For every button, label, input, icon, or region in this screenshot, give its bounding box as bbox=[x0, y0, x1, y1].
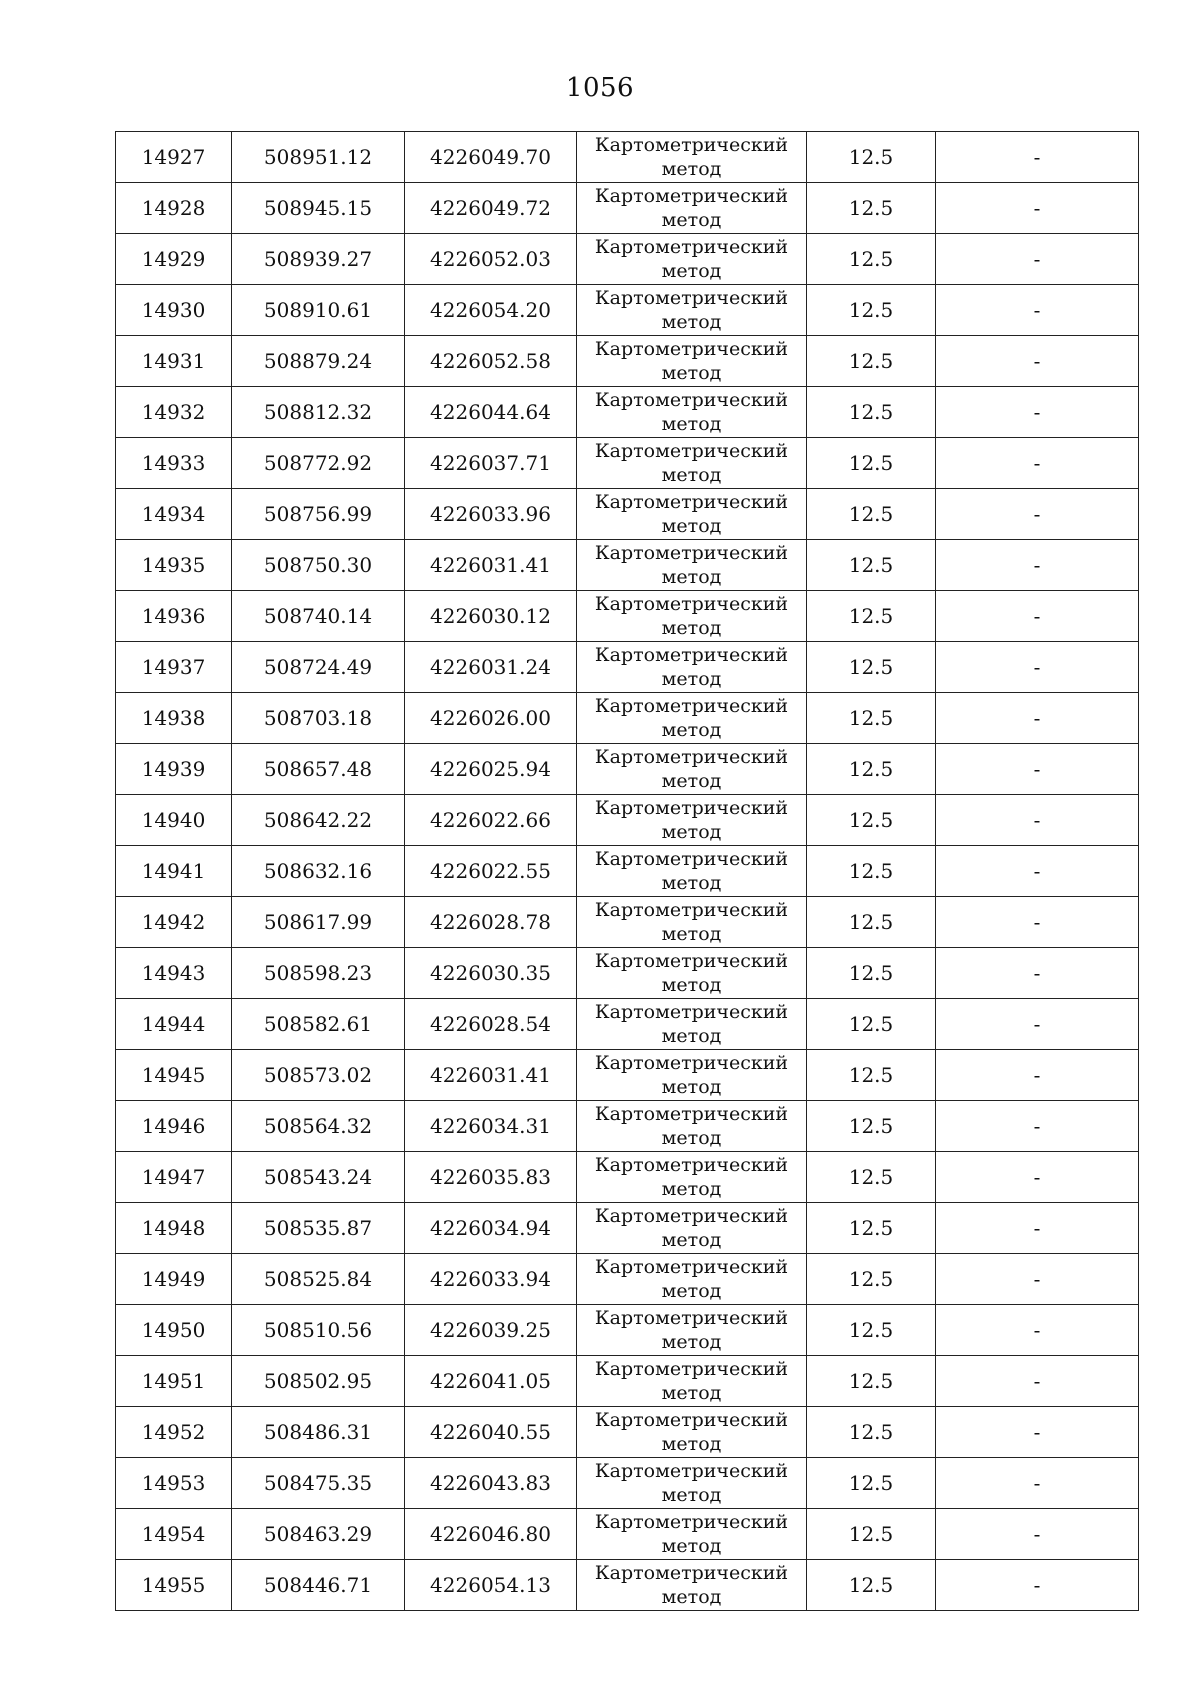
x-coordinate-cell: 508879.24 bbox=[232, 336, 405, 387]
page-number: 1056 bbox=[565, 73, 635, 103]
y-coordinate-cell: 4226033.94 bbox=[405, 1254, 577, 1305]
x-coordinate-cell: 508573.02 bbox=[232, 1050, 405, 1101]
accuracy-cell: 12.5 bbox=[807, 336, 936, 387]
method-text-line1: Картометрический bbox=[594, 1052, 789, 1074]
method-text-line1: Картометрический bbox=[594, 695, 789, 717]
method-text-line2: метод bbox=[661, 1229, 722, 1251]
method-text-line2: метод bbox=[661, 158, 722, 180]
x-coordinate-cell: 508543.24 bbox=[232, 1152, 405, 1203]
note-cell: - bbox=[936, 846, 1139, 897]
table-row bbox=[116, 1050, 1139, 1101]
note-cell: - bbox=[936, 1356, 1139, 1407]
accuracy-cell: 12.5 bbox=[807, 1509, 936, 1560]
method-text-line2: метод bbox=[661, 209, 722, 231]
y-coordinate-cell: 4226044.64 bbox=[405, 387, 577, 438]
method-text-line1: Картометрический bbox=[594, 440, 789, 462]
note-cell: - bbox=[936, 1560, 1139, 1611]
method-cell bbox=[577, 1560, 807, 1611]
table-body bbox=[116, 132, 1139, 1611]
method-text-line2: метод bbox=[661, 1178, 722, 1200]
note-cell: - bbox=[936, 132, 1139, 183]
x-coordinate-cell: 508582.61 bbox=[232, 999, 405, 1050]
y-coordinate-cell: 4226031.41 bbox=[405, 540, 577, 591]
x-coordinate-cell: 508703.18 bbox=[232, 693, 405, 744]
y-coordinate-cell: 4226025.94 bbox=[405, 744, 577, 795]
method-text-line2: метод bbox=[661, 1280, 722, 1302]
point-number-cell: 14944 bbox=[116, 999, 232, 1050]
table-row bbox=[116, 1254, 1139, 1305]
method-text-line1: Картометрический bbox=[594, 1511, 789, 1533]
table-row bbox=[116, 285, 1139, 336]
x-coordinate-cell: 508463.29 bbox=[232, 1509, 405, 1560]
method-cell bbox=[577, 234, 807, 285]
y-coordinate-cell: 4226031.41 bbox=[405, 1050, 577, 1101]
method-cell bbox=[577, 540, 807, 591]
table-row bbox=[116, 234, 1139, 285]
point-number-cell: 14952 bbox=[116, 1407, 232, 1458]
x-coordinate-cell: 508750.30 bbox=[232, 540, 405, 591]
method-cell bbox=[577, 1254, 807, 1305]
method-text-line1: Картометрический bbox=[594, 1307, 789, 1329]
point-number-cell: 14935 bbox=[116, 540, 232, 591]
point-number-cell: 14938 bbox=[116, 693, 232, 744]
note-cell: - bbox=[936, 1254, 1139, 1305]
method-text-line1: Картометрический bbox=[594, 593, 789, 615]
x-coordinate-cell: 508598.23 bbox=[232, 948, 405, 999]
method-cell bbox=[577, 1203, 807, 1254]
table-row bbox=[116, 693, 1139, 744]
method-cell bbox=[577, 591, 807, 642]
y-coordinate-cell: 4226043.83 bbox=[405, 1458, 577, 1509]
point-number-cell: 14945 bbox=[116, 1050, 232, 1101]
method-text-line1: Картометрический bbox=[594, 848, 789, 870]
accuracy-cell: 12.5 bbox=[807, 1560, 936, 1611]
accuracy-cell: 12.5 bbox=[807, 132, 936, 183]
x-coordinate-cell: 508724.49 bbox=[232, 642, 405, 693]
table-row bbox=[116, 1407, 1139, 1458]
method-text-line2: метод bbox=[661, 821, 722, 843]
method-text-line1: Картометрический bbox=[594, 1409, 789, 1431]
accuracy-cell: 12.5 bbox=[807, 540, 936, 591]
y-coordinate-cell: 4226054.20 bbox=[405, 285, 577, 336]
method-text-line1: Картометрический bbox=[594, 338, 789, 360]
y-coordinate-cell: 4226040.55 bbox=[405, 1407, 577, 1458]
method-text-line1: Картометрический bbox=[594, 287, 789, 309]
x-coordinate-cell: 508642.22 bbox=[232, 795, 405, 846]
point-number-cell: 14943 bbox=[116, 948, 232, 999]
note-cell: - bbox=[936, 693, 1139, 744]
table-row bbox=[116, 489, 1139, 540]
method-text-line1: Картометрический bbox=[594, 491, 789, 513]
accuracy-cell: 12.5 bbox=[807, 387, 936, 438]
method-text-line2: метод bbox=[661, 1127, 722, 1149]
table-row bbox=[116, 1152, 1139, 1203]
method-cell bbox=[577, 387, 807, 438]
point-number-cell: 14950 bbox=[116, 1305, 232, 1356]
method-text-line1: Картометрический bbox=[594, 236, 789, 258]
note-cell: - bbox=[936, 540, 1139, 591]
point-number-cell: 14929 bbox=[116, 234, 232, 285]
table-row bbox=[116, 1560, 1139, 1611]
note-cell: - bbox=[936, 336, 1139, 387]
accuracy-cell: 12.5 bbox=[807, 183, 936, 234]
accuracy-cell: 12.5 bbox=[807, 642, 936, 693]
x-coordinate-cell: 508525.84 bbox=[232, 1254, 405, 1305]
point-number-cell: 14942 bbox=[116, 897, 232, 948]
accuracy-cell: 12.5 bbox=[807, 285, 936, 336]
method-cell bbox=[577, 744, 807, 795]
method-text-line1: Картометрический bbox=[594, 1256, 789, 1278]
x-coordinate-cell: 508510.56 bbox=[232, 1305, 405, 1356]
table-row bbox=[116, 795, 1139, 846]
method-text-line1: Картометрический bbox=[594, 950, 789, 972]
method-cell bbox=[577, 642, 807, 693]
table-row bbox=[116, 540, 1139, 591]
note-cell: - bbox=[936, 642, 1139, 693]
accuracy-cell: 12.5 bbox=[807, 1050, 936, 1101]
method-text-line2: метод bbox=[661, 1382, 722, 1404]
note-cell: - bbox=[936, 1305, 1139, 1356]
method-cell bbox=[577, 1407, 807, 1458]
y-coordinate-cell: 4226052.03 bbox=[405, 234, 577, 285]
accuracy-cell: 12.5 bbox=[807, 1458, 936, 1509]
x-coordinate-cell: 508740.14 bbox=[232, 591, 405, 642]
method-text-line2: метод bbox=[661, 923, 722, 945]
table-row bbox=[116, 387, 1139, 438]
y-coordinate-cell: 4226026.00 bbox=[405, 693, 577, 744]
accuracy-cell: 12.5 bbox=[807, 1305, 936, 1356]
method-text-line1: Картометрический bbox=[594, 1562, 789, 1584]
table-row bbox=[116, 591, 1139, 642]
note-cell: - bbox=[936, 948, 1139, 999]
method-cell bbox=[577, 1050, 807, 1101]
table-row bbox=[116, 744, 1139, 795]
method-text-line2: метод bbox=[661, 719, 722, 741]
method-text-line2: метод bbox=[661, 362, 722, 384]
note-cell: - bbox=[936, 1458, 1139, 1509]
method-text-line2: метод bbox=[661, 770, 722, 792]
point-number-cell: 14930 bbox=[116, 285, 232, 336]
method-cell bbox=[577, 1356, 807, 1407]
method-text-line2: метод bbox=[661, 413, 722, 435]
point-number-cell: 14954 bbox=[116, 1509, 232, 1560]
method-text-line1: Картометрический bbox=[594, 389, 789, 411]
y-coordinate-cell: 4226035.83 bbox=[405, 1152, 577, 1203]
method-text-line2: метод bbox=[661, 1025, 722, 1047]
method-cell bbox=[577, 1458, 807, 1509]
table-row bbox=[116, 1305, 1139, 1356]
accuracy-cell: 12.5 bbox=[807, 1101, 936, 1152]
x-coordinate-cell: 508945.15 bbox=[232, 183, 405, 234]
note-cell: - bbox=[936, 387, 1139, 438]
accuracy-cell: 12.5 bbox=[807, 846, 936, 897]
method-text-line1: Картометрический bbox=[594, 1154, 789, 1176]
method-cell bbox=[577, 795, 807, 846]
x-coordinate-cell: 508486.31 bbox=[232, 1407, 405, 1458]
method-text-line2: метод bbox=[661, 668, 722, 690]
note-cell: - bbox=[936, 1050, 1139, 1101]
y-coordinate-cell: 4226030.35 bbox=[405, 948, 577, 999]
method-text-line1: Картометрический bbox=[594, 1460, 789, 1482]
y-coordinate-cell: 4226034.31 bbox=[405, 1101, 577, 1152]
note-cell: - bbox=[936, 183, 1139, 234]
point-number-cell: 14949 bbox=[116, 1254, 232, 1305]
y-coordinate-cell: 4226039.25 bbox=[405, 1305, 577, 1356]
point-number-cell: 14940 bbox=[116, 795, 232, 846]
table-row bbox=[116, 1203, 1139, 1254]
method-text-line1: Картометрический bbox=[594, 644, 789, 666]
x-coordinate-cell: 508617.99 bbox=[232, 897, 405, 948]
method-cell bbox=[577, 846, 807, 897]
method-text-line2: метод bbox=[661, 464, 722, 486]
note-cell: - bbox=[936, 744, 1139, 795]
table-row bbox=[116, 642, 1139, 693]
y-coordinate-cell: 4226052.58 bbox=[405, 336, 577, 387]
method-text-line2: метод bbox=[661, 1484, 722, 1506]
method-cell bbox=[577, 1305, 807, 1356]
x-coordinate-cell: 508910.61 bbox=[232, 285, 405, 336]
point-number-cell: 14927 bbox=[116, 132, 232, 183]
accuracy-cell: 12.5 bbox=[807, 1152, 936, 1203]
table-row bbox=[116, 183, 1139, 234]
accuracy-cell: 12.5 bbox=[807, 999, 936, 1050]
method-text-line2: метод bbox=[661, 1331, 722, 1353]
method-text-line2: метод bbox=[661, 566, 722, 588]
table-row bbox=[116, 897, 1139, 948]
note-cell: - bbox=[936, 1152, 1139, 1203]
note-cell: - bbox=[936, 1407, 1139, 1458]
method-text-line2: метод bbox=[661, 1076, 722, 1098]
x-coordinate-cell: 508564.32 bbox=[232, 1101, 405, 1152]
point-number-cell: 14937 bbox=[116, 642, 232, 693]
point-number-cell: 14953 bbox=[116, 1458, 232, 1509]
method-cell bbox=[577, 693, 807, 744]
method-text-line2: метод bbox=[661, 872, 722, 894]
accuracy-cell: 12.5 bbox=[807, 1356, 936, 1407]
method-text-line2: метод bbox=[661, 260, 722, 282]
point-number-cell: 14931 bbox=[116, 336, 232, 387]
accuracy-cell: 12.5 bbox=[807, 591, 936, 642]
y-coordinate-cell: 4226046.80 bbox=[405, 1509, 577, 1560]
note-cell: - bbox=[936, 1203, 1139, 1254]
method-text-line2: метод bbox=[661, 617, 722, 639]
method-text-line2: метод bbox=[661, 1586, 722, 1608]
method-cell bbox=[577, 489, 807, 540]
accuracy-cell: 12.5 bbox=[807, 1203, 936, 1254]
y-coordinate-cell: 4226031.24 bbox=[405, 642, 577, 693]
accuracy-cell: 12.5 bbox=[807, 693, 936, 744]
accuracy-cell: 12.5 bbox=[807, 744, 936, 795]
y-coordinate-cell: 4226037.71 bbox=[405, 438, 577, 489]
note-cell: - bbox=[936, 897, 1139, 948]
table-row bbox=[116, 948, 1139, 999]
method-cell bbox=[577, 438, 807, 489]
method-cell bbox=[577, 1509, 807, 1560]
method-text-line1: Картометрический bbox=[594, 1358, 789, 1380]
y-coordinate-cell: 4226041.05 bbox=[405, 1356, 577, 1407]
method-cell bbox=[577, 336, 807, 387]
x-coordinate-cell: 508535.87 bbox=[232, 1203, 405, 1254]
method-cell bbox=[577, 1101, 807, 1152]
x-coordinate-cell: 508772.92 bbox=[232, 438, 405, 489]
method-text-line1: Картометрический bbox=[594, 746, 789, 768]
method-cell bbox=[577, 183, 807, 234]
table-row bbox=[116, 1458, 1139, 1509]
x-coordinate-cell: 508812.32 bbox=[232, 387, 405, 438]
note-cell: - bbox=[936, 438, 1139, 489]
accuracy-cell: 12.5 bbox=[807, 1254, 936, 1305]
point-number-cell: 14947 bbox=[116, 1152, 232, 1203]
point-number-cell: 14934 bbox=[116, 489, 232, 540]
accuracy-cell: 12.5 bbox=[807, 489, 936, 540]
table-row bbox=[116, 1356, 1139, 1407]
point-number-cell: 14932 bbox=[116, 387, 232, 438]
x-coordinate-cell: 508756.99 bbox=[232, 489, 405, 540]
y-coordinate-cell: 4226033.96 bbox=[405, 489, 577, 540]
x-coordinate-cell: 508939.27 bbox=[232, 234, 405, 285]
method-text-line1: Картометрический bbox=[594, 797, 789, 819]
accuracy-cell: 12.5 bbox=[807, 948, 936, 999]
accuracy-cell: 12.5 bbox=[807, 438, 936, 489]
x-coordinate-cell: 508657.48 bbox=[232, 744, 405, 795]
method-cell bbox=[577, 285, 807, 336]
accuracy-cell: 12.5 bbox=[807, 234, 936, 285]
method-text-line2: метод bbox=[661, 1433, 722, 1455]
x-coordinate-cell: 508502.95 bbox=[232, 1356, 405, 1407]
method-cell bbox=[577, 1152, 807, 1203]
method-text-line1: Картометрический bbox=[594, 542, 789, 564]
point-number-cell: 14948 bbox=[116, 1203, 232, 1254]
method-cell bbox=[577, 948, 807, 999]
method-text-line1: Картометрический bbox=[594, 185, 789, 207]
table-row bbox=[116, 132, 1139, 183]
accuracy-cell: 12.5 bbox=[807, 1407, 936, 1458]
method-cell bbox=[577, 999, 807, 1050]
y-coordinate-cell: 4226022.55 bbox=[405, 846, 577, 897]
note-cell: - bbox=[936, 489, 1139, 540]
y-coordinate-cell: 4226034.94 bbox=[405, 1203, 577, 1254]
method-cell bbox=[577, 132, 807, 183]
point-number-cell: 14933 bbox=[116, 438, 232, 489]
coordinates-table bbox=[115, 131, 1139, 1611]
table-row bbox=[116, 999, 1139, 1050]
method-cell bbox=[577, 897, 807, 948]
accuracy-cell: 12.5 bbox=[807, 897, 936, 948]
y-coordinate-cell: 4226028.78 bbox=[405, 897, 577, 948]
method-text-line1: Картометрический bbox=[594, 134, 789, 156]
point-number-cell: 14951 bbox=[116, 1356, 232, 1407]
method-text-line1: Картометрический bbox=[594, 1103, 789, 1125]
y-coordinate-cell: 4226049.70 bbox=[405, 132, 577, 183]
table-row bbox=[116, 1101, 1139, 1152]
y-coordinate-cell: 4226054.13 bbox=[405, 1560, 577, 1611]
note-cell: - bbox=[936, 591, 1139, 642]
note-cell: - bbox=[936, 234, 1139, 285]
method-text-line1: Картометрический bbox=[594, 1001, 789, 1023]
point-number-cell: 14936 bbox=[116, 591, 232, 642]
method-text-line2: метод bbox=[661, 1535, 722, 1557]
method-text-line1: Картометрический bbox=[594, 1205, 789, 1227]
note-cell: - bbox=[936, 999, 1139, 1050]
x-coordinate-cell: 508446.71 bbox=[232, 1560, 405, 1611]
y-coordinate-cell: 4226022.66 bbox=[405, 795, 577, 846]
y-coordinate-cell: 4226049.72 bbox=[405, 183, 577, 234]
table-row bbox=[116, 438, 1139, 489]
point-number-cell: 14946 bbox=[116, 1101, 232, 1152]
table-row bbox=[116, 846, 1139, 897]
x-coordinate-cell: 508475.35 bbox=[232, 1458, 405, 1509]
table-row bbox=[116, 1509, 1139, 1560]
x-coordinate-cell: 508632.16 bbox=[232, 846, 405, 897]
method-text-line2: метод bbox=[661, 515, 722, 537]
x-coordinate-cell: 508951.12 bbox=[232, 132, 405, 183]
y-coordinate-cell: 4226030.12 bbox=[405, 591, 577, 642]
note-cell: - bbox=[936, 285, 1139, 336]
method-text-line2: метод bbox=[661, 974, 722, 996]
point-number-cell: 14941 bbox=[116, 846, 232, 897]
method-text-line1: Картометрический bbox=[594, 899, 789, 921]
note-cell: - bbox=[936, 1101, 1139, 1152]
point-number-cell: 14955 bbox=[116, 1560, 232, 1611]
point-number-cell: 14928 bbox=[116, 183, 232, 234]
note-cell: - bbox=[936, 1509, 1139, 1560]
table-row bbox=[116, 336, 1139, 387]
point-number-cell: 14939 bbox=[116, 744, 232, 795]
accuracy-cell: 12.5 bbox=[807, 795, 936, 846]
note-cell: - bbox=[936, 795, 1139, 846]
y-coordinate-cell: 4226028.54 bbox=[405, 999, 577, 1050]
method-text-line2: метод bbox=[661, 311, 722, 333]
